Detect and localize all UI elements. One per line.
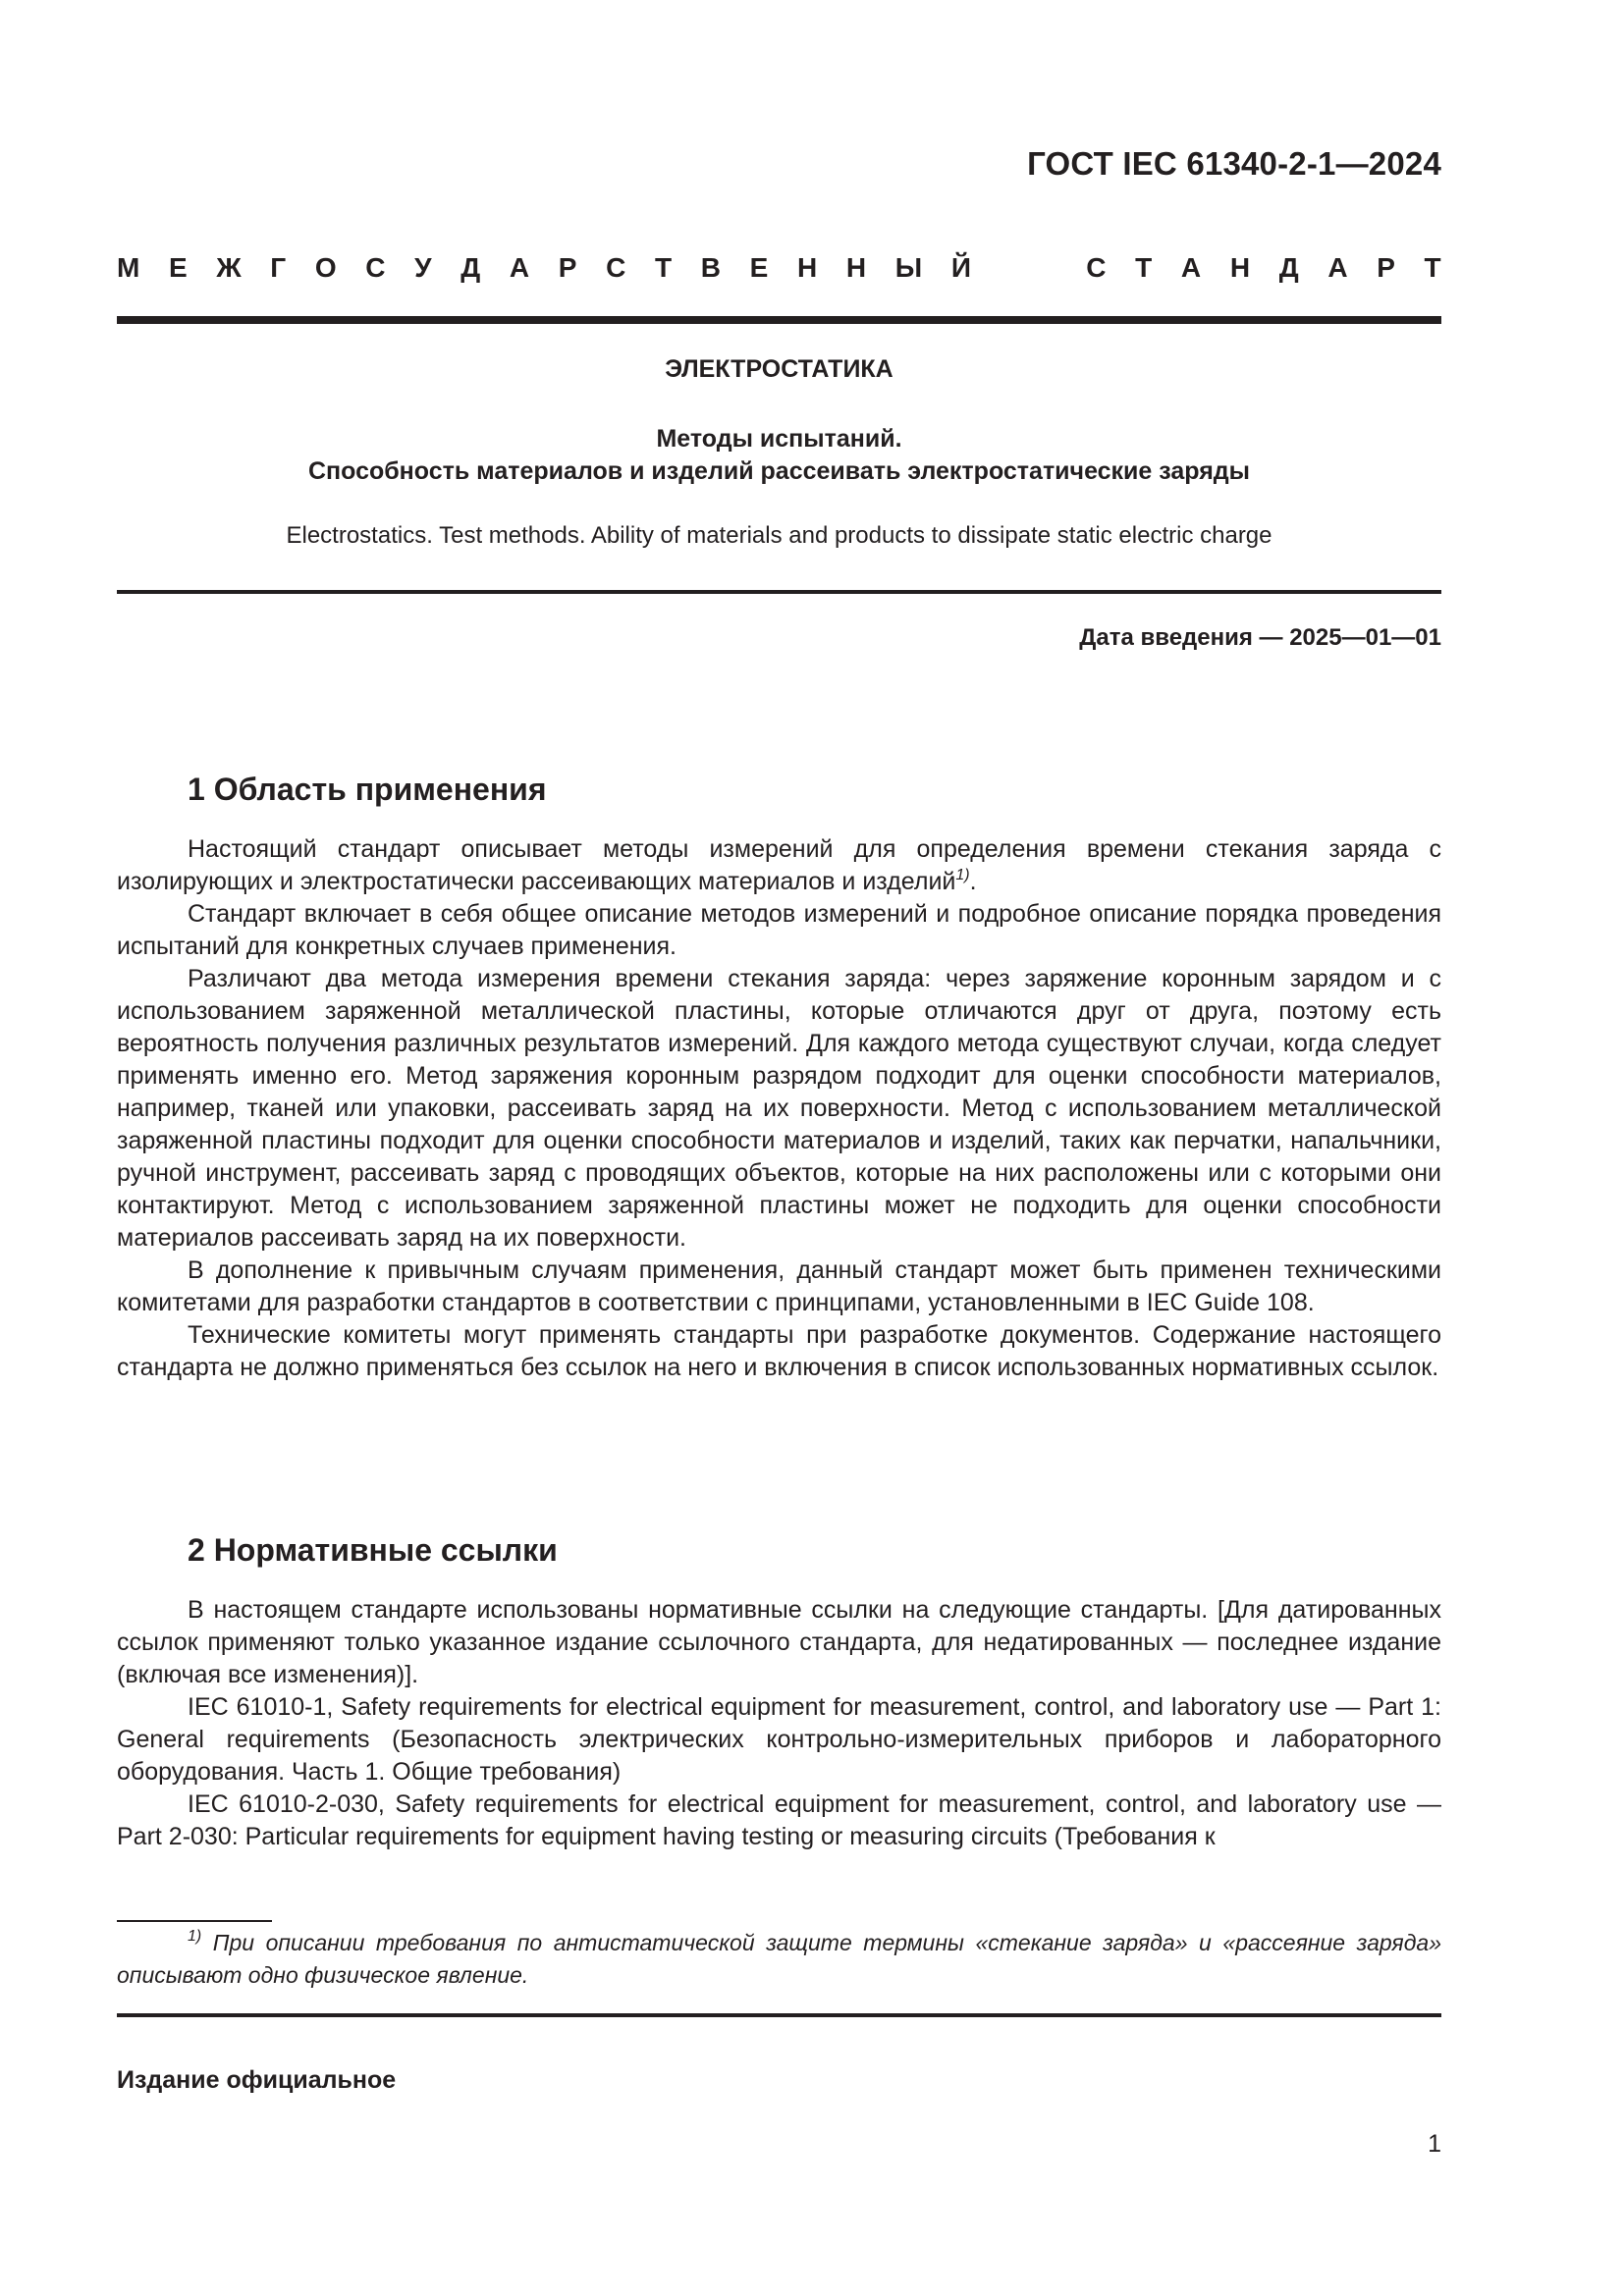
banner-letter: С — [1086, 252, 1107, 283]
banner-letter: Н — [845, 252, 867, 283]
standard-subtitle — [117, 423, 1441, 488]
subtitle-line-1: Методы испытаний. — [656, 425, 902, 453]
paragraph-text: Настоящий стандарт описывает методы измерений для определения времени стекания заряда с изолирующих и электростатически рассеивающих материалов и изделий — [117, 835, 1441, 895]
banner-letter: А — [1327, 252, 1348, 283]
banner-letter: Е — [749, 252, 769, 283]
banner-letter: Р — [1377, 252, 1395, 283]
paragraph-end: . — [969, 868, 977, 895]
paragraph: IEC 61010-2-030, Safety requirements for electrical equipment for measurement, control, and laboratory use — Part 2-030: Particular requirements for equipment having testing or measuring circuits (Требования к — [117, 1790, 1441, 1850]
footnote-marker: 1) — [188, 1928, 202, 1945]
banner-word-gap — [1001, 252, 1057, 284]
interstate-standard-banner — [117, 252, 1441, 284]
banner-letter: У — [414, 252, 432, 283]
subtitle-line-2: Способность материалов и изделий рассеивать электростатические заряды — [307, 457, 1251, 485]
title-rule — [117, 590, 1441, 594]
banner-letter: Т — [654, 252, 673, 283]
english-title: Electrostatics. Test methods. Ability of materials and products to dissipate static electric charge — [286, 522, 1272, 549]
banner-letter: Ж — [216, 252, 242, 283]
section-1-body — [117, 833, 1441, 1384]
section-2-heading: 2 Нормативные ссылки — [188, 1532, 558, 1568]
introduction-date: Дата введения — 2025—01—01 — [1079, 624, 1441, 651]
banner-letter: Д — [460, 252, 481, 283]
official-edition-label: Издание официальное — [117, 2066, 397, 2094]
footer-rule — [117, 2013, 1441, 2017]
paragraph: Технические комитеты могут применять стандарты при разработке документов. Содержание настоящего стандарта не должно применяться без ссылок на него и включения в список использованных нормативных ссылок. — [117, 1321, 1441, 1381]
section-2-body — [117, 1594, 1441, 1853]
footnote — [117, 1927, 1441, 1992]
banner-letter: А — [509, 252, 530, 283]
paragraph: IEC 61010-1, Safety requirements for electrical equipment for measurement, control, and laboratory use — Part 1: General requirements (Безопасность электрических контрольно-измерительных приборов и лабораторного оборудования. Часть 1. Общие требования) — [117, 1693, 1441, 1786]
paragraph: Стандарт включает в себя общее описание методов измерений и подробное описание порядка проведения испытаний для конкретных случаев применения. — [117, 900, 1441, 960]
document-code: ГОСТ IEC 61340-2-1—2024 — [1027, 145, 1441, 182]
banner-letter: Р — [558, 252, 577, 283]
header-rule — [117, 316, 1441, 324]
banner-letter: О — [314, 252, 337, 283]
standard-title: ЭЛЕКТРОСТАТИКА — [665, 355, 893, 383]
paragraph — [117, 833, 1441, 898]
section-1-heading: 1 Область применения — [188, 772, 547, 807]
page-number: 1 — [1428, 2130, 1441, 2158]
banner-letter: М — [117, 252, 140, 283]
banner-letter: Т — [1135, 252, 1153, 283]
banner-letter: Д — [1278, 252, 1299, 283]
paragraph: Различают два метода измерения времени стекания заряда: через заряжение коронным зарядом и с использованием заряженной металлической пластины, которые отличаются друг от друга, поэтому есть вероятность получения различных результатов измерений. Для каждого метода существуют случаи, когда следует применять именно его. Метод заряжения коронным разрядом подходит для оценки способности материалов, например, тканей или упаковки, рассеивать заряд на их поверхности. Метод с использованием металлической заряженной пластины подходит для оценки способности материалов и изделий, таких как перчатки, напальчники, ручной инструмент, рассеивать заряд с проводящих объектов, которые на них расположены или с которыми они контактируют. Метод с использованием заряженной пластины может не подходить для оценки способности материалов рассеивать заряд на их поверхности. — [117, 965, 1441, 1252]
banner-letter: Ы — [894, 252, 923, 283]
banner-letter: Н — [796, 252, 818, 283]
banner-letter: С — [365, 252, 386, 283]
banner-letter: Е — [168, 252, 188, 283]
banner-letter: В — [700, 252, 721, 283]
banner-letter: А — [1180, 252, 1202, 283]
banner-letter: Й — [950, 252, 971, 283]
footnote-separator — [117, 1920, 272, 1922]
footnote-text: При описании требования по антистатической защите термины «стекание заряда» и «рассеяние заряда» описывают одно физическое явление. — [117, 1930, 1441, 1988]
banner-letter: С — [606, 252, 626, 283]
paragraph: В дополнение к привычным случаям применения, данный стандарт может быть применен техническими комитетами для разработки стандартов в соответствии с принципами, установленными в IEC Guide 108. — [117, 1256, 1441, 1316]
banner-letter: Г — [270, 252, 287, 283]
banner-letter: Т — [1424, 252, 1441, 283]
footnote-ref: 1) — [955, 867, 970, 883]
paragraph: В настоящем стандарте использованы нормативные ссылки на следующие стандарты. [Для датированных ссылок применяют только указанное издание ссылочного стандарта, для недатированных — последнее издание (включая все изменения)]. — [117, 1596, 1441, 1688]
banner-letter: Н — [1229, 252, 1251, 283]
